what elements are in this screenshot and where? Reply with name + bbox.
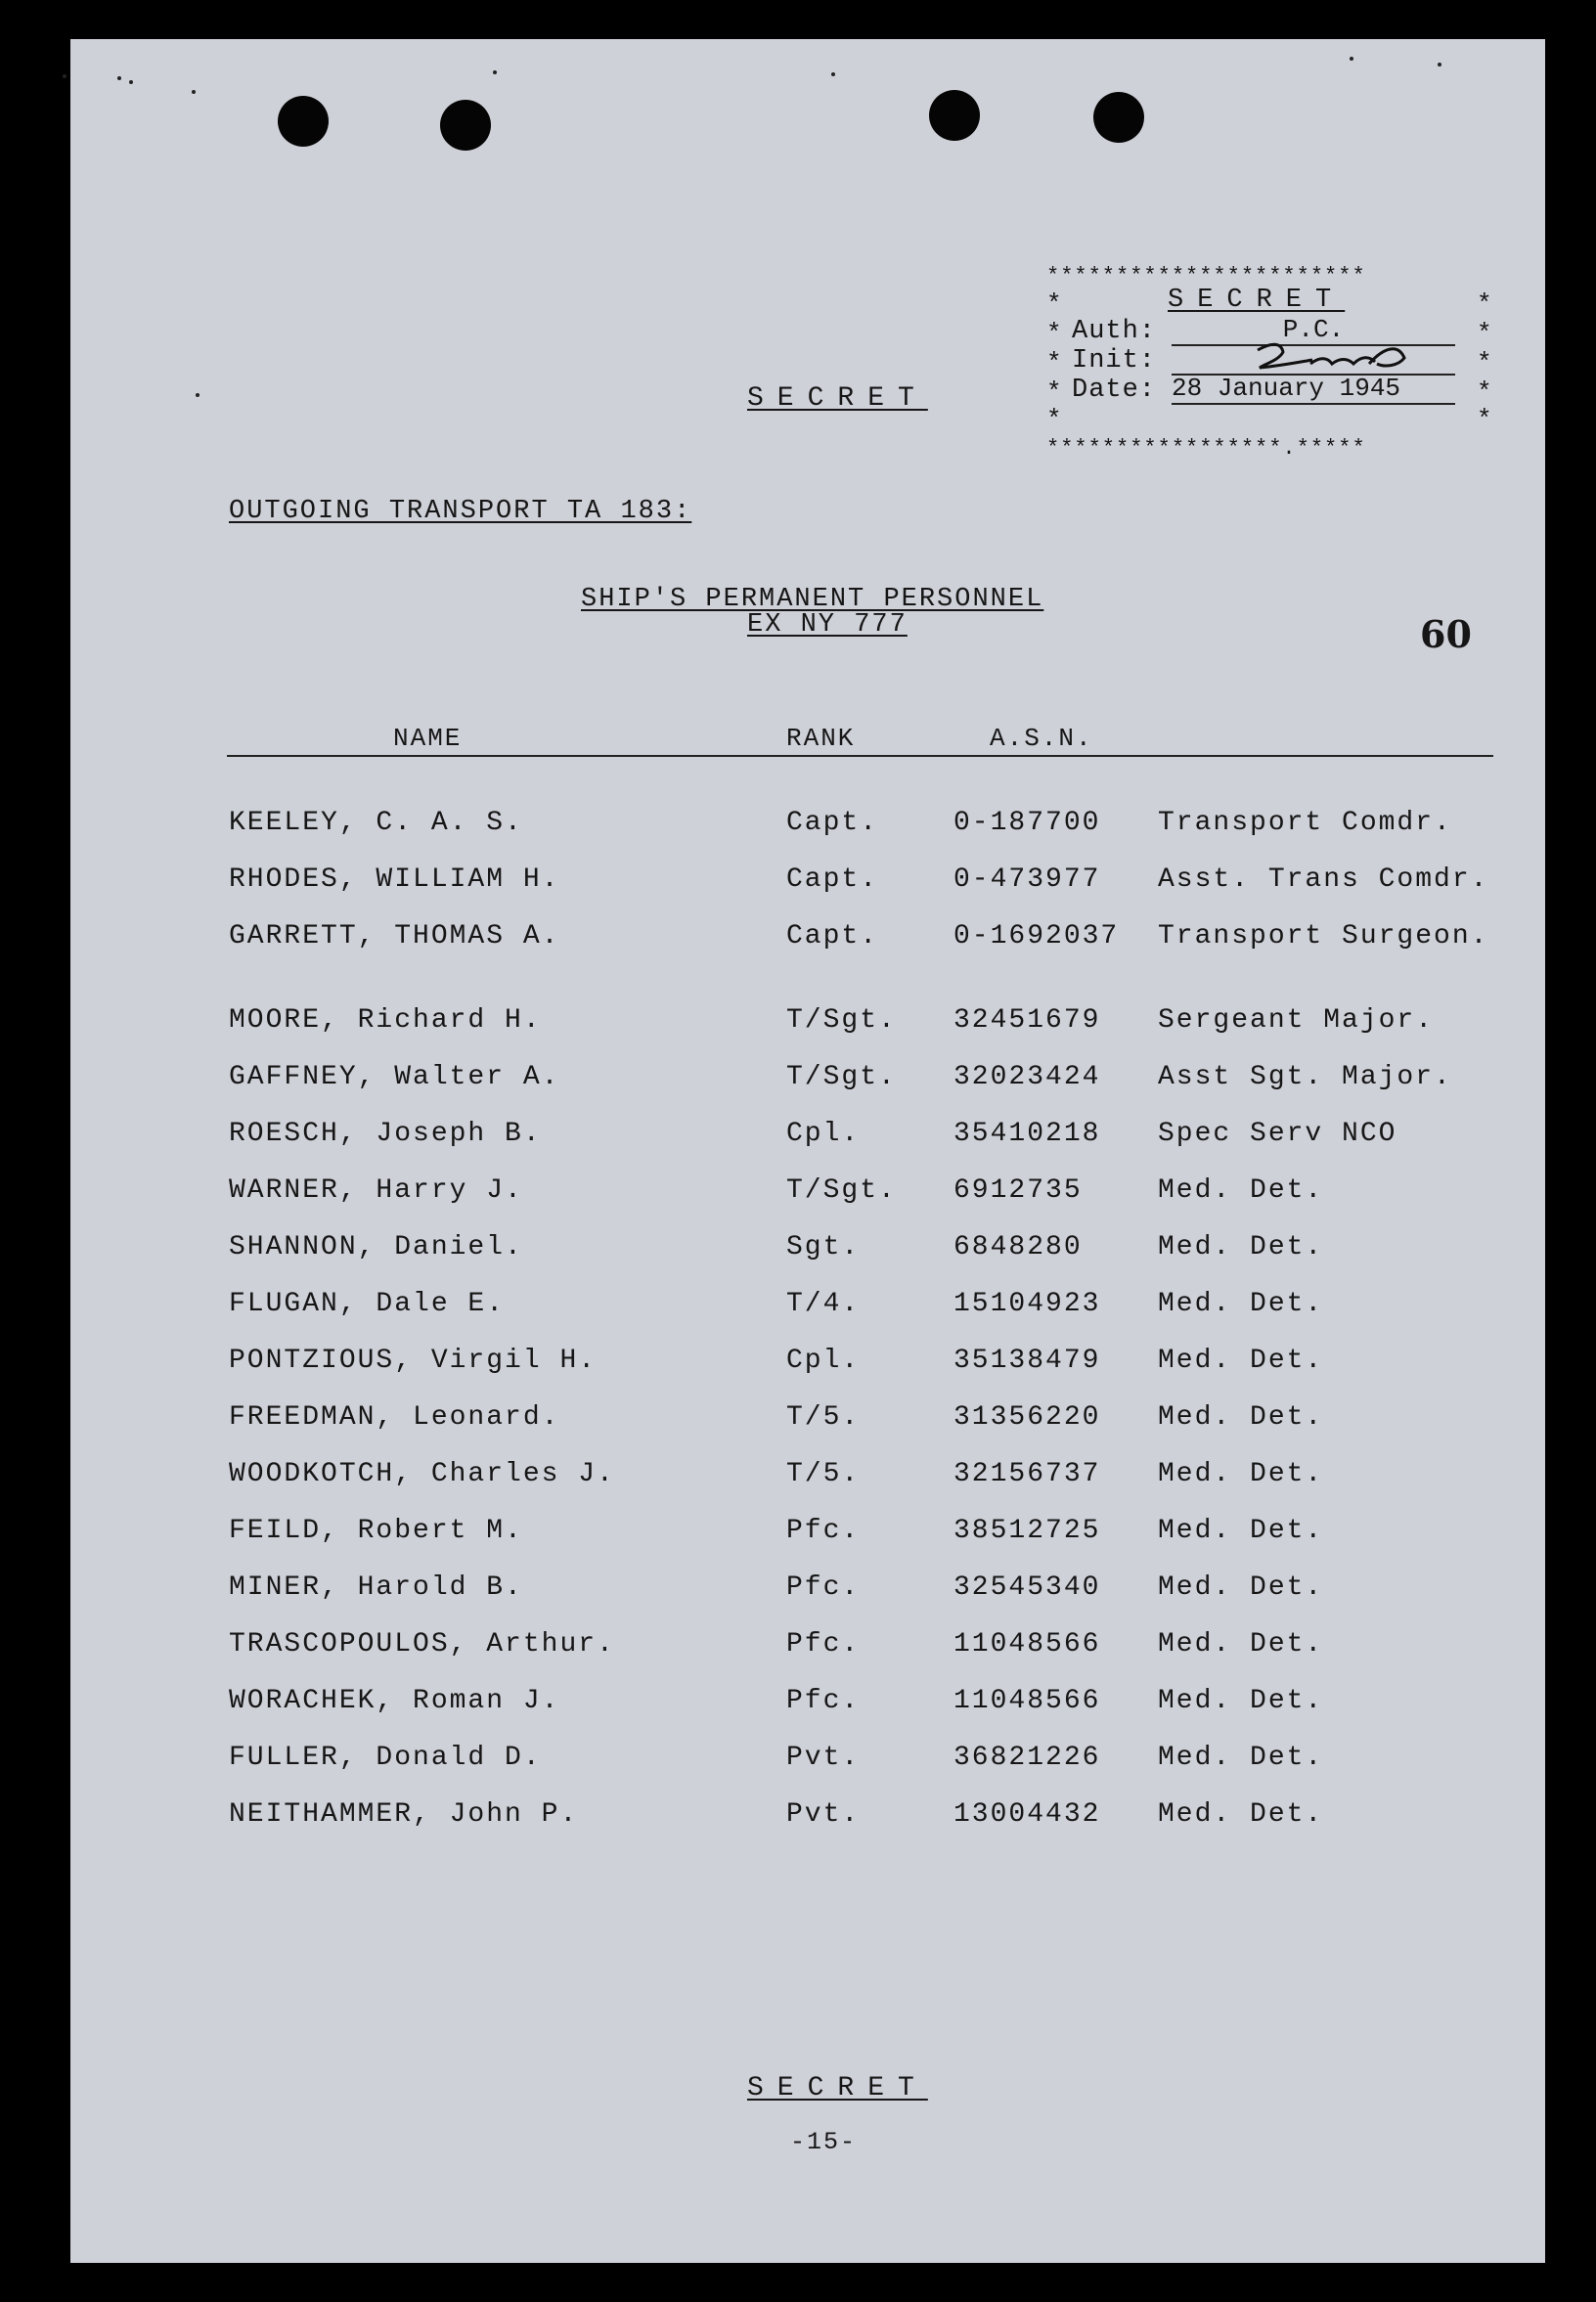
personnel-asn: 11048566 xyxy=(953,1629,1101,1660)
personnel-duty: Med. Det. xyxy=(1158,1799,1324,1830)
initials-signature xyxy=(1252,340,1418,374)
personnel-duty: Med. Det. xyxy=(1158,1629,1324,1660)
personnel-asn: 6912735 xyxy=(953,1175,1083,1206)
stamp-star: * xyxy=(1046,348,1062,377)
classification-footer: SECRET xyxy=(747,2073,928,2103)
speck xyxy=(117,76,121,80)
personnel-duty: Med. Det. xyxy=(1158,1346,1324,1376)
personnel-rank: Cpl. xyxy=(786,1346,861,1376)
personnel-name: NEITHAMMER, John P. xyxy=(229,1799,579,1830)
personnel-asn: 6848280 xyxy=(953,1232,1083,1262)
personnel-duty: Med. Det. xyxy=(1158,1402,1324,1433)
personnel-rank: T/Sgt. xyxy=(786,1005,897,1036)
personnel-name: RHODES, WILLIAM H. xyxy=(229,864,560,895)
punch-hole xyxy=(440,100,491,151)
personnel-name: FLUGAN, Dale E. xyxy=(229,1289,506,1319)
stamp-border-bottom: *****************.***** xyxy=(1046,436,1366,461)
stamp-border-top: *********************** xyxy=(1046,264,1366,288)
personnel-name: ROESCH, Joseph B. xyxy=(229,1119,542,1149)
personnel-rank: Pfc. xyxy=(786,1572,861,1603)
column-header-asn: A.S.N. xyxy=(990,724,1093,753)
personnel-asn: 35410218 xyxy=(953,1119,1101,1149)
speck xyxy=(493,70,497,74)
stamp-init-label: Init: xyxy=(1072,346,1157,376)
personnel-duty: Asst. Trans Comdr. xyxy=(1158,864,1489,895)
personnel-duty: Med. Det. xyxy=(1158,1232,1324,1262)
personnel-name: FULLER, Donald D. xyxy=(229,1743,542,1773)
personnel-asn: 32451679 xyxy=(953,1005,1101,1036)
personnel-name: GARRETT, THOMAS A. xyxy=(229,921,560,952)
personnel-rank: Capt. xyxy=(786,921,879,952)
personnel-rank: T/5. xyxy=(786,1402,861,1433)
personnel-duty: Asst Sgt. Major. xyxy=(1158,1062,1452,1092)
personnel-asn: 15104923 xyxy=(953,1289,1101,1319)
transport-title: OUTGOING TRANSPORT TA 183: xyxy=(229,497,692,526)
personnel-heading: SHIP'S PERMANENT PERSONNEL xyxy=(581,585,1044,614)
stamp-date-value: 28 January 1945 xyxy=(1172,374,1455,405)
punch-hole xyxy=(278,96,329,147)
personnel-name: MINER, Harold B. xyxy=(229,1572,523,1603)
personnel-asn: 36821226 xyxy=(953,1743,1101,1773)
personnel-asn: 0-473977 xyxy=(953,864,1101,895)
personnel-rank: Pfc. xyxy=(786,1686,861,1716)
personnel-rank: T/4. xyxy=(786,1289,861,1319)
stamp-star: * xyxy=(1046,319,1062,348)
personnel-rank: Pfc. xyxy=(786,1516,861,1546)
personnel-name: FREEDMAN, Leonard. xyxy=(229,1402,560,1433)
punch-hole xyxy=(929,90,980,141)
speck xyxy=(63,74,66,78)
personnel-asn: 0-187700 xyxy=(953,808,1101,838)
personnel-asn: 35138479 xyxy=(953,1346,1101,1376)
personnel-name: TRASCOPOULOS, Arthur. xyxy=(229,1629,615,1660)
personnel-name: WOODKOTCH, Charles J. xyxy=(229,1459,615,1489)
document-page xyxy=(70,39,1545,2263)
speck xyxy=(1350,57,1353,61)
personnel-name: SHANNON, Daniel. xyxy=(229,1232,523,1262)
personnel-name: FEILD, Robert M. xyxy=(229,1516,523,1546)
personnel-duty: Med. Det. xyxy=(1158,1686,1324,1716)
speck xyxy=(1438,63,1441,66)
classification-stamp xyxy=(1046,264,1496,479)
speck xyxy=(129,80,133,84)
personnel-asn: 32023424 xyxy=(953,1062,1101,1092)
speck xyxy=(192,90,196,94)
stamp-star: * xyxy=(1477,289,1492,319)
page-number-stamp: 60 xyxy=(1420,612,1472,656)
personnel-duty: Transport Comdr. xyxy=(1158,808,1452,838)
personnel-rank: T/Sgt. xyxy=(786,1175,897,1206)
personnel-name: PONTZIOUS, Virgil H. xyxy=(229,1346,598,1376)
column-header-rank: RANK xyxy=(786,724,856,753)
stamp-star: * xyxy=(1477,319,1492,348)
personnel-asn: 0-1692037 xyxy=(953,921,1120,952)
stamp-star: * xyxy=(1477,405,1492,434)
personnel-duty: Med. Det. xyxy=(1158,1572,1324,1603)
stamp-star: * xyxy=(1046,405,1062,434)
personnel-asn: 32156737 xyxy=(953,1459,1101,1489)
stamp-star: * xyxy=(1046,289,1062,319)
punch-hole xyxy=(1093,92,1144,143)
personnel-rank: Capt. xyxy=(786,808,879,838)
personnel-rank: Pvt. xyxy=(786,1743,861,1773)
classification-header: SECRET xyxy=(747,383,928,414)
personnel-asn: 31356220 xyxy=(953,1402,1101,1433)
header-rule xyxy=(227,755,1493,757)
personnel-rank: Sgt. xyxy=(786,1232,861,1262)
personnel-duty: Med. Det. xyxy=(1158,1289,1324,1319)
personnel-duty: Med. Det. xyxy=(1158,1516,1324,1546)
stamp-auth-value: P.C. xyxy=(1172,315,1455,346)
personnel-duty: Sergeant Major. xyxy=(1158,1005,1435,1036)
stamp-star: * xyxy=(1477,377,1492,407)
personnel-duty: Transport Surgeon. xyxy=(1158,921,1489,952)
personnel-asn: 32545340 xyxy=(953,1572,1101,1603)
stamp-star: * xyxy=(1477,348,1492,377)
stamp-date-label: Date: xyxy=(1072,376,1157,405)
personnel-rank: Pvt. xyxy=(786,1799,861,1830)
personnel-duty: Med. Det. xyxy=(1158,1459,1324,1489)
personnel-duty: Spec Serv NCO xyxy=(1158,1119,1397,1149)
stamp-auth-label: Auth: xyxy=(1072,317,1157,346)
page-label: -15- xyxy=(790,2128,858,2156)
personnel-asn: 11048566 xyxy=(953,1686,1101,1716)
speck xyxy=(196,393,200,397)
personnel-name: WARNER, Harry J. xyxy=(229,1175,523,1206)
stamp-classification: SECRET xyxy=(1168,286,1346,315)
personnel-rank: Cpl. xyxy=(786,1119,861,1149)
personnel-name: WORACHEK, Roman J. xyxy=(229,1686,560,1716)
speck xyxy=(831,72,835,76)
personnel-rank: T/5. xyxy=(786,1459,861,1489)
personnel-duty: Med. Det. xyxy=(1158,1743,1324,1773)
personnel-asn: 13004432 xyxy=(953,1799,1101,1830)
personnel-rank: Pfc. xyxy=(786,1629,861,1660)
personnel-rank: T/Sgt. xyxy=(786,1062,897,1092)
stamp-star: * xyxy=(1046,377,1062,407)
personnel-name: KEELEY, C. A. S. xyxy=(229,808,523,838)
column-header-name: NAME xyxy=(393,724,463,753)
personnel-name: MOORE, Richard H. xyxy=(229,1005,542,1036)
personnel-name: GAFFNEY, Walter A. xyxy=(229,1062,560,1092)
personnel-asn: 38512725 xyxy=(953,1516,1101,1546)
personnel-rank: Capt. xyxy=(786,864,879,895)
personnel-duty: Med. Det. xyxy=(1158,1175,1324,1206)
personnel-subheading: EX NY 777 xyxy=(747,610,908,640)
